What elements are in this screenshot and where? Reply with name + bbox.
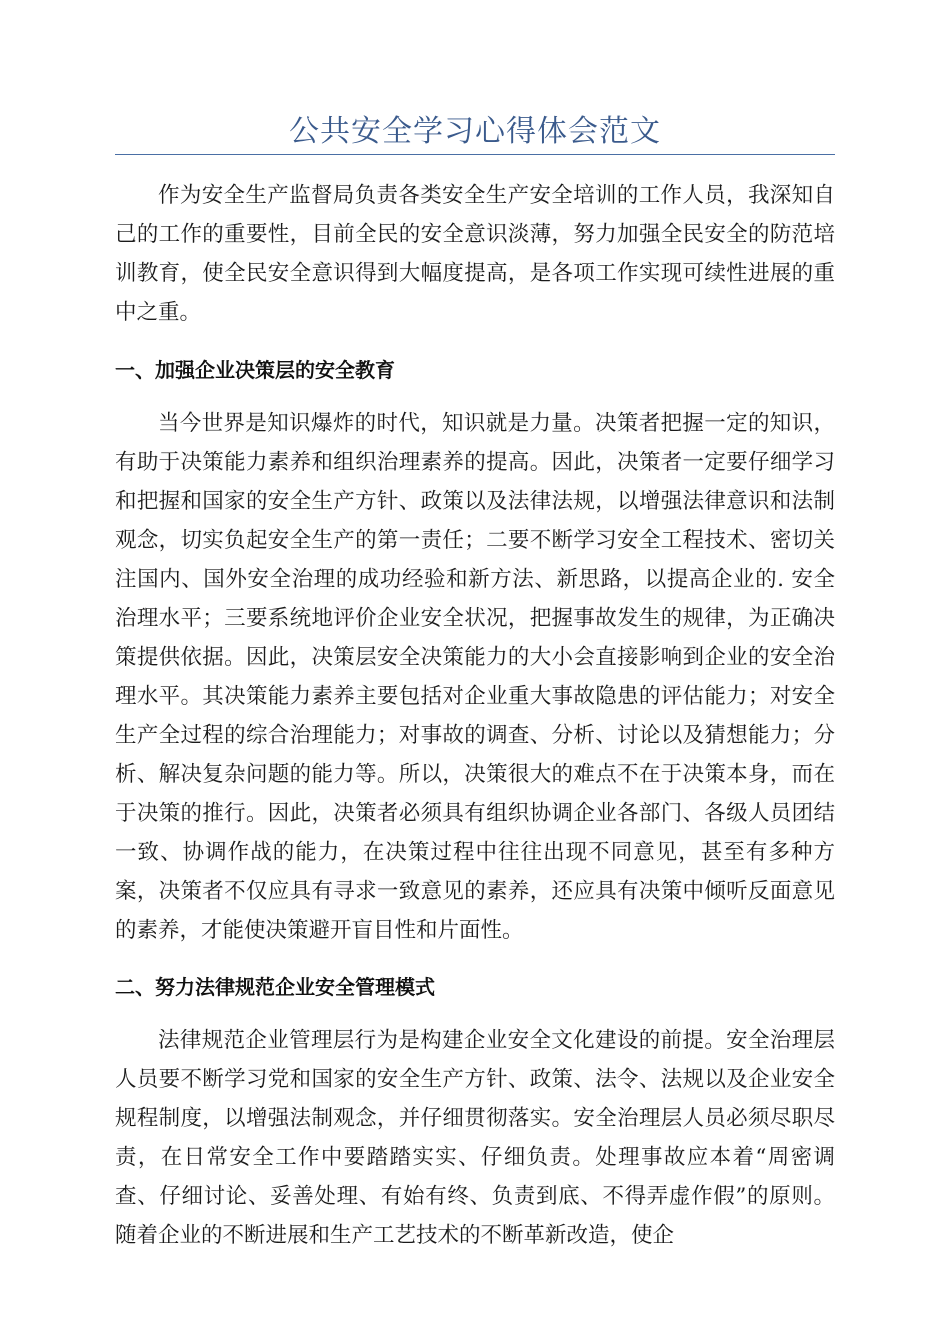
section-1-paragraph: 当今世界是知识爆炸的时代，知识就是力量。决策者把握一定的知识，有助于决策能力素养和组织治理素养的提高。因此，决策者一定要仔细学习和把握和国家的安全生产方针、政策以及法律法规，以增强法律意识和法制观念，切实负起安全生产的第一责任；二要不断学习安全工程技术、密切关注国内、国外安全治理的成功经验和新方法、新思路，以提高企业的. 安全治理水平；三要系统地评价企业安全状况，把握事故发生的规律，为正确决策提供依据。因此，决策层安全决策能力的大小会直接影响到企业的安全治理水平。其决策能力素养主要包括对企业重大事故隐患的评估能力；对安全生产全过程的综合治理能力；对事故的调查、分析、讨论以及猜想能力；分析、解决复杂问题的能力等。所以，决策很大的难点不在于决策本身，而在于决策的推行。因此，决策者必须具有组织协调企业各部门、各级人员团结一致、协调作战的能力，在决策过程中往往出现不同意见，甚至有多种方案，决策者不仅应具有寻求一致意见的素养，还应具有决策中倾听反面意见的素养，才能使决策避开盲目性和片面性。: [115, 411, 835, 943]
section-1-heading: 一、加强企业决策层的安全教育: [115, 358, 395, 382]
section-2-paragraph: 法律规范企业管理层行为是构建企业安全文化建设的前提。安全治理层人员要不断学习党和国家的安全生产方针、政策、法令、法规以及企业安全规程制度，以增强法制观念，并仔细贯彻落实。安全治理层人员必须尽职尽责，在日常安全工作中要踏踏实实、仔细负责。处理事故应本着“周密调查、仔细讨论、妥善处理、有始有终、负责到底、不得弄虚作假”的原则。随着企业的不断进展和生产工艺技术的不断革新改造，使企: [115, 1028, 835, 1248]
document-body: [115, 176, 835, 1255]
intro-paragraph: 作为安全生产监督局负责各类安全生产安全培训的工作人员，我深知自己的工作的重要性，目前全民的安全意识淡薄，努力加强全民安全的防范培训教育，使全民安全意识得到大幅度提高，是各项工作实现可续性进展的重中之重。: [115, 183, 835, 325]
section-2-heading: 二、努力法律规范企业安全管理模式: [115, 975, 435, 999]
title-underline: [115, 154, 835, 155]
document-title: 公共安全学习心得体会范文: [289, 114, 661, 149]
